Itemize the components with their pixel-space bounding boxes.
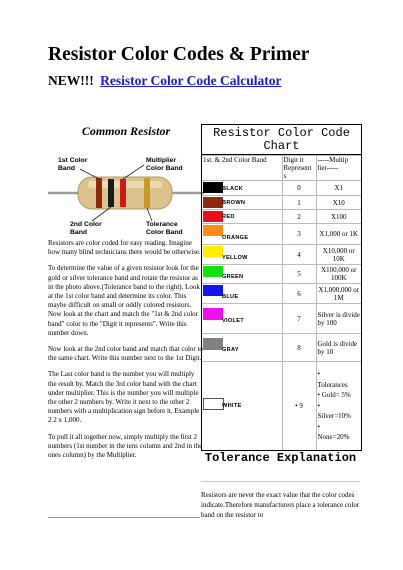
table-row-green <box>202 265 361 284</box>
new-label: NEW!!! <box>48 73 94 88</box>
color-code-table <box>202 155 361 450</box>
tolerance-list-cell: • Tolerances • Gold= 5% • Silver=10% • None=20% <box>316 362 361 450</box>
color-code-chart <box>201 124 362 451</box>
multiplier-cell: Silver is divide by 100 <box>316 304 361 334</box>
digit-cell: 6 <box>282 284 316 304</box>
multiplier-cell: X10,000 or 10K <box>316 245 361 265</box>
color-name: YELLOW <box>222 255 248 261</box>
color-name: GREEN <box>222 274 244 280</box>
color-name: WHITE <box>222 402 242 409</box>
digit-cell: 0 <box>282 181 316 196</box>
bullet-icon: • <box>295 401 298 410</box>
color-swatch <box>203 398 224 410</box>
band-first <box>96 178 102 208</box>
digit-cell: 7 <box>282 304 316 334</box>
multiplier-cell: X10 <box>316 196 361 210</box>
color-name: ORANGE <box>222 235 249 241</box>
band-cell <box>202 362 282 450</box>
table-row-yellow <box>202 245 361 265</box>
page-title: Resistor Color Codes & Primer <box>48 44 310 65</box>
digit-cell: 8 <box>282 334 316 362</box>
tolerance-item: Silver=10% <box>317 412 351 420</box>
left-column <box>48 124 204 467</box>
digit-cell: • 9 <box>282 362 316 450</box>
label-tolerance: Tolerance Color Band <box>146 221 183 236</box>
tolerance-heading: Tolerance Explanation <box>204 451 357 465</box>
band-cell <box>202 181 282 196</box>
header-band: 1st. & 2nd Color Band <box>202 156 282 181</box>
paragraph-multiplier: The Last color band is the number you will multiply the result by. Match the 3rd color band with the chart under multiplier. This is the number you will multiple the other 2 numbers by. Write it next to the other 2 numbers with a multiplication sign before it. Example : 2 2 x 1,000. <box>48 370 203 425</box>
tolerance-item: Tolerances <box>317 380 348 389</box>
color-swatch <box>203 225 223 236</box>
multiplier-cell: X100 <box>316 210 361 224</box>
paragraph-first-band: To determine the value of a given resistor look for the gold or silver tolerance band and rotate the resistor as in the photo above.(Tolerance band to the right). Look at the 1st color band and determine its color. This maybe difficult on small or oddly colored resistors. Now look at the chart and match the "1st & 2nd color band" color to the "Digit it represents". Write this number down. <box>48 264 200 337</box>
common-resistor-heading: Common Resistor <box>81 124 171 138</box>
color-swatch <box>203 308 223 320</box>
digit-cell: 4 <box>282 245 316 265</box>
color-swatch <box>203 285 223 296</box>
band-cell <box>202 265 282 284</box>
digit-cell: 3 <box>282 224 316 245</box>
tolerance-item: Gold= 5% <box>321 391 351 399</box>
band-cell <box>202 334 282 362</box>
multiplier-cell: X1,000,000 or 1M <box>316 284 361 304</box>
header-digit: Digit it Represent s <box>282 156 316 181</box>
paragraph-second-band: Now look at the 2nd color band and match that color to the same chart. Write this number next to the 1st Digit. <box>48 345 203 363</box>
table-row-orange <box>202 224 361 245</box>
chart-title: Resistor Color Code Chart <box>202 125 361 155</box>
table-row-brown <box>202 196 361 210</box>
color-name: BLACK <box>222 186 244 192</box>
label-first-band: 1st Color Band <box>58 157 88 172</box>
band-multiplier <box>120 179 126 207</box>
digit-cell: 5 <box>282 265 316 284</box>
table-row-gray <box>202 334 361 362</box>
header-multiplier: -----Multip lier----- <box>316 156 361 181</box>
left-divider <box>48 517 200 518</box>
color-swatch <box>203 211 223 222</box>
table-header-row <box>202 156 361 181</box>
label-second-band: 2nd Color Band <box>70 221 102 236</box>
color-swatch <box>203 266 223 277</box>
color-name: BLUE <box>222 294 239 300</box>
digit-cell: 2 <box>282 210 316 224</box>
resistor-diagram <box>48 141 204 239</box>
color-name: BROWN <box>222 200 246 206</box>
multiplier-cell: Gold is divide by 10 <box>316 334 361 362</box>
band-cell <box>202 284 282 304</box>
new-announcement <box>48 73 281 89</box>
band-cell <box>202 245 282 265</box>
table-row-white <box>202 362 361 450</box>
color-name: RED <box>222 214 235 220</box>
label-multiplier: Multiplier Color Band <box>146 157 183 172</box>
multiplier-cell: X100,000 or 100K <box>316 265 361 284</box>
color-swatch <box>203 246 223 257</box>
color-name: VIOLET <box>222 318 245 324</box>
paragraph-intro: Resistors are color coded for easy reading. Imagine how many blind technicians there would be otherwise. <box>48 239 201 257</box>
tolerance-item: None=20% <box>317 433 350 441</box>
multiplier-cell: X1 <box>316 181 361 196</box>
band-cell <box>202 210 282 224</box>
calculator-link[interactable]: Resistor Color Code Calculator <box>100 73 282 88</box>
table-row-red <box>202 210 361 224</box>
band-tolerance <box>144 178 150 208</box>
band-second <box>108 179 114 207</box>
color-swatch <box>203 182 223 193</box>
band-cell <box>202 196 282 210</box>
color-name: GRAY <box>222 347 239 353</box>
multiplier-cell: X1,000 or 1K <box>316 224 361 245</box>
table-row-black <box>202 181 361 196</box>
table-row-blue <box>202 284 361 304</box>
tolerance-divider <box>201 481 360 482</box>
paragraph-summary: To pull it all together now, simply multiply the first 2 numbers (1st number in the tens column and 2nd in the ones column) by the Multiplier. <box>48 432 203 460</box>
color-swatch <box>203 338 223 350</box>
digit-cell: 1 <box>282 196 316 210</box>
band-cell <box>202 304 282 334</box>
table-row-violet <box>202 304 361 334</box>
bullet-icon: • <box>317 391 322 399</box>
band-cell <box>202 224 282 245</box>
tolerance-paragraph: Resistors are never the exact value that the color codes indicate.Therefore manufacturers place a tolerance color band on the resistor to <box>201 491 360 519</box>
pointer-tolerance <box>147 208 152 221</box>
color-swatch <box>203 197 223 208</box>
